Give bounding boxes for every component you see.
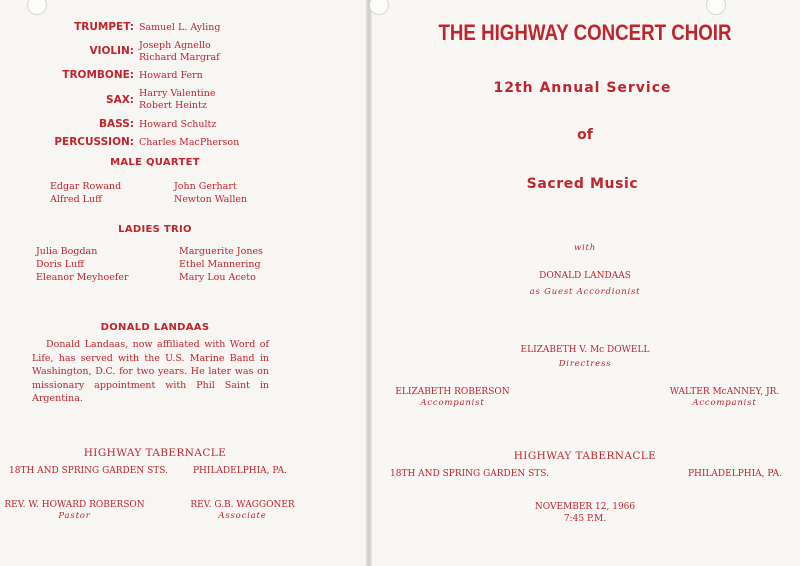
church-address: 18TH AND SPRING GARDEN STS. bbox=[9, 466, 168, 476]
with-label: with bbox=[573, 243, 597, 253]
bio-heading: DONALD LANDAAS bbox=[100, 322, 210, 333]
accompanist-role: Accompanist bbox=[692, 398, 757, 408]
role-violin: VIOLIN: bbox=[89, 45, 134, 57]
accompanist-name: WALTER McANNEY, JR. bbox=[669, 387, 780, 397]
choir-title: THE HIGHWAY CONCERT CHOIR bbox=[438, 20, 732, 45]
musician-name: Harry Valentine bbox=[139, 88, 216, 99]
guest-role: as Guest Accordionist bbox=[529, 287, 641, 297]
service-line-2: of bbox=[577, 127, 593, 143]
quartet-member: Edgar Rowand bbox=[50, 181, 122, 192]
accompanist-role: Accompanist bbox=[420, 398, 485, 408]
trio-member: Mary Lou Aceto bbox=[179, 272, 256, 283]
quartet-member: Newton Wallen bbox=[174, 194, 248, 205]
directress-role: Directress bbox=[558, 359, 612, 369]
trio-member: Julia Bogdan bbox=[36, 246, 98, 257]
musician-name: Robert Heintz bbox=[139, 100, 207, 111]
church-name: HIGHWAY TABERNACLE bbox=[83, 447, 227, 459]
accompanist-name: ELIZABETH ROBERSON bbox=[395, 387, 510, 397]
role-sax: SAX: bbox=[106, 94, 134, 106]
quartet-member: Alfred Luff bbox=[50, 194, 102, 205]
pastor-title: Pastor bbox=[58, 511, 91, 521]
trio-member: Eleanor Meyhoefer bbox=[36, 272, 129, 283]
musician-name: Joseph Agnello bbox=[139, 40, 211, 51]
pastor-name: REV. W. HOWARD ROBERSON bbox=[4, 500, 145, 510]
directress-name: ELIZABETH V. Mc DOWELL bbox=[520, 345, 650, 355]
male-quartet-heading: MALE QUARTET bbox=[110, 157, 200, 168]
role-trumpet: TRUMPET: bbox=[74, 21, 134, 33]
concert-date: NOVEMBER 12, 1966 bbox=[534, 502, 636, 512]
guest-name: DONALD LANDAAS bbox=[539, 271, 631, 281]
musician-name: Howard Schultz bbox=[139, 119, 217, 130]
musician-name: Richard Margraf bbox=[139, 52, 220, 63]
ladies-trio-heading: LADIES TRIO bbox=[118, 224, 192, 235]
associate-title: Associate bbox=[218, 511, 267, 521]
church-name: HIGHWAY TABERNACLE bbox=[513, 450, 657, 462]
trio-member: Ethel Mannering bbox=[179, 259, 261, 270]
service-line-3: Sacred Music bbox=[526, 176, 639, 192]
service-line-1: 12th Annual Service bbox=[493, 80, 672, 96]
quartet-member: John Gerhart bbox=[174, 181, 237, 192]
trio-member: Marguerite Jones bbox=[179, 246, 263, 257]
trio-member: Doris Luff bbox=[36, 259, 84, 270]
center-fold bbox=[366, 0, 372, 566]
church-city: PHILADELPHIA, PA. bbox=[193, 466, 287, 476]
associate-name: REV. G.B. WAGGONER bbox=[190, 500, 295, 510]
role-bass: BASS: bbox=[99, 118, 134, 130]
church-city: PHILADELPHIA, PA. bbox=[688, 469, 782, 479]
musician-name: Howard Fern bbox=[139, 70, 203, 81]
musician-name: Samuel L. Ayling bbox=[139, 22, 221, 33]
church-address: 18TH AND SPRING GARDEN STS. bbox=[390, 469, 549, 479]
bio-text: Donald Landaas, now affiliated with Word of Life, has served with the U.S. Marine Band in Washington, D.C. for two years. He later was on missionary appointment with Phil Saint in Argentina. bbox=[32, 339, 269, 405]
musician-name: Charles MacPherson bbox=[139, 137, 240, 148]
role-percussion: PERCUSSION: bbox=[54, 136, 134, 148]
role-trombone: TROMBONE: bbox=[62, 69, 134, 81]
concert-time: 7:45 P.M. bbox=[563, 514, 607, 524]
